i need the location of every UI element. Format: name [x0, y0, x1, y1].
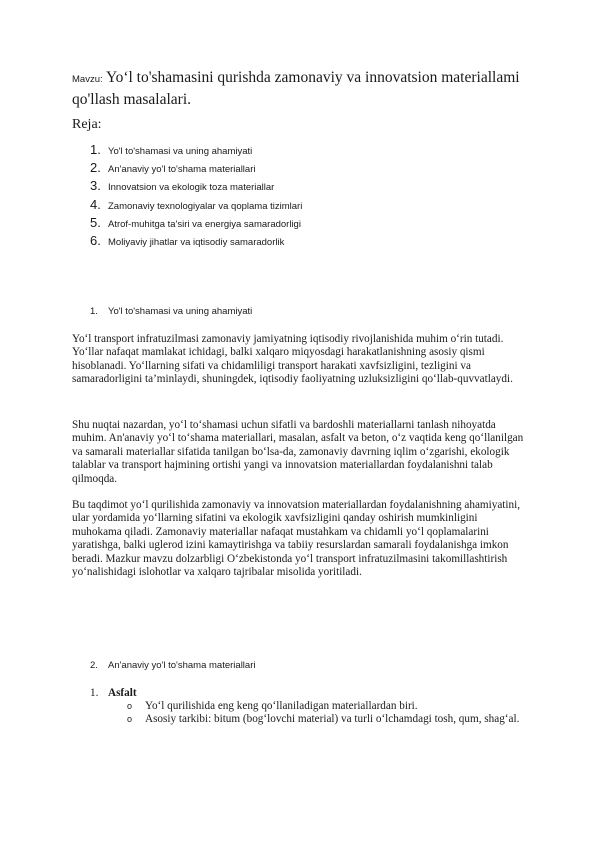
topic-title: Yo‘l to'shamasini qurishda zamonaviy va innovatsion materiallami qo'llash masalalari. — [72, 69, 520, 108]
list-item — [90, 215, 302, 233]
list-text: Yo‘l qurilishida eng keng qo‘llaniladigan materiallardan biri. — [145, 700, 418, 712]
paragraph: Shu nuqtai nazardan, yo‘l to‘shamasi uchun sifatli va bardoshli materiallarni tanlash nihoyatda muhim. An'anaviy yo‘l to‘shama materiallari, masalan, asfalt va beton, o‘z vaqtida keng qo‘llanilgan va samarali materiallar sifatida tanilgan bo‘lsa-da, zamonaviy davrning iqlim o‘zgarishi, ekologik talablar va transport hajmining ortishi yangi va innovatsion materiallardan foydalanishni talab qilmoqda. — [72, 419, 524, 485]
subsection-heading — [90, 687, 137, 699]
list-number: 4. — [90, 196, 101, 212]
list-number: 5. — [90, 214, 101, 230]
list-item — [90, 233, 302, 251]
list-number: 6. — [90, 232, 101, 248]
list-text: Yo'l to'shamasi va uning ahamiyati — [108, 146, 253, 157]
list-text: Atrof-muhitga ta'siri va energiya samaradorligi — [108, 218, 301, 230]
section-title: Yo'l to'shamasi va uning ahamiyati — [108, 306, 253, 317]
plan-heading: Reja: — [72, 117, 102, 132]
list-item — [90, 160, 302, 178]
list-item — [127, 713, 527, 726]
list-text: Zamonaviy texnologiyalar va qoplama tizimlari — [108, 200, 303, 212]
document-title — [72, 68, 532, 110]
paragraph: Yo‘l transport infratuzilmasi zamonaviy jamiyatning iqtisodiy rivojlanishida muhim o‘rin tutadi. Yo‘llar nafaqat mamlakat ichidagi, balki xalqaro miqyosdagi harakatlanishning asosiy qismi hisoblanadi. Yo‘llarning sifati va chidamliligi transport harakati xavfsizligini, tezligini va samaradorligini ta’minlaydi, shuningdek, iqtisodiy faoliyatning uzluksizligini qo‘llab-quvvatlaydi. — [72, 333, 513, 386]
topic-label: Mavzu: — [72, 74, 103, 85]
section-title: An'anaviy yo'l to'shama materiallari — [108, 660, 256, 671]
list-text: Moliyaviy jihatlar va iqtisodiy samaradorlik — [108, 236, 285, 248]
section-number: 1. — [90, 306, 98, 317]
list-text: An'anaviy yo'l to'shama materiallari — [108, 164, 256, 176]
list-number: 2. — [90, 160, 101, 176]
list-text: Innovatsion va ekologik toza materiallar — [108, 182, 275, 194]
list-text: Asosiy tarkibi: bitum (bog‘lovchi material) va turli o‘lchamdagi tosh, qum, shag‘al. — [145, 713, 520, 726]
subsection-title: Asfalt — [108, 687, 137, 699]
list-item — [90, 197, 302, 215]
plan-list — [90, 142, 302, 251]
list-number: 1. — [90, 142, 101, 157]
section-2-heading — [90, 660, 255, 671]
bullet-icon: o — [127, 701, 133, 711]
subsection-number: 1. — [90, 687, 99, 699]
bullet-icon: o — [127, 714, 133, 725]
bullet-list — [127, 700, 527, 727]
list-item — [127, 700, 527, 713]
section-number: 2. — [90, 660, 98, 671]
list-item — [90, 142, 302, 160]
list-number: 3. — [90, 178, 101, 194]
list-item — [90, 178, 302, 196]
section-1-heading — [90, 306, 252, 317]
paragraph: Bu taqdimot yo‘l qurilishida zamonaviy va innovatsion materiallardan foydalanishning ahamiyatini, ular yordamida yo‘llarning sifatini va ekologik xavfsizligini qanday oshirish mumkinligini muhokama qiladi. Zamonaviy materiallar nafaqat mustahkam va chidamli yo‘l qoplamalarini yaratishga, balki uglerod izini kamaytirishga va tabiiy resurslardan samarali foydalanishga imkon beradi. Mazkur mavzu dolzarbligi O‘zbekistonda yo‘l transport infratuzilmasini takomillashtirish yo‘nalishidagi islohotlar va xalqaro tajribalar misolida yoritiladi. — [72, 499, 521, 579]
